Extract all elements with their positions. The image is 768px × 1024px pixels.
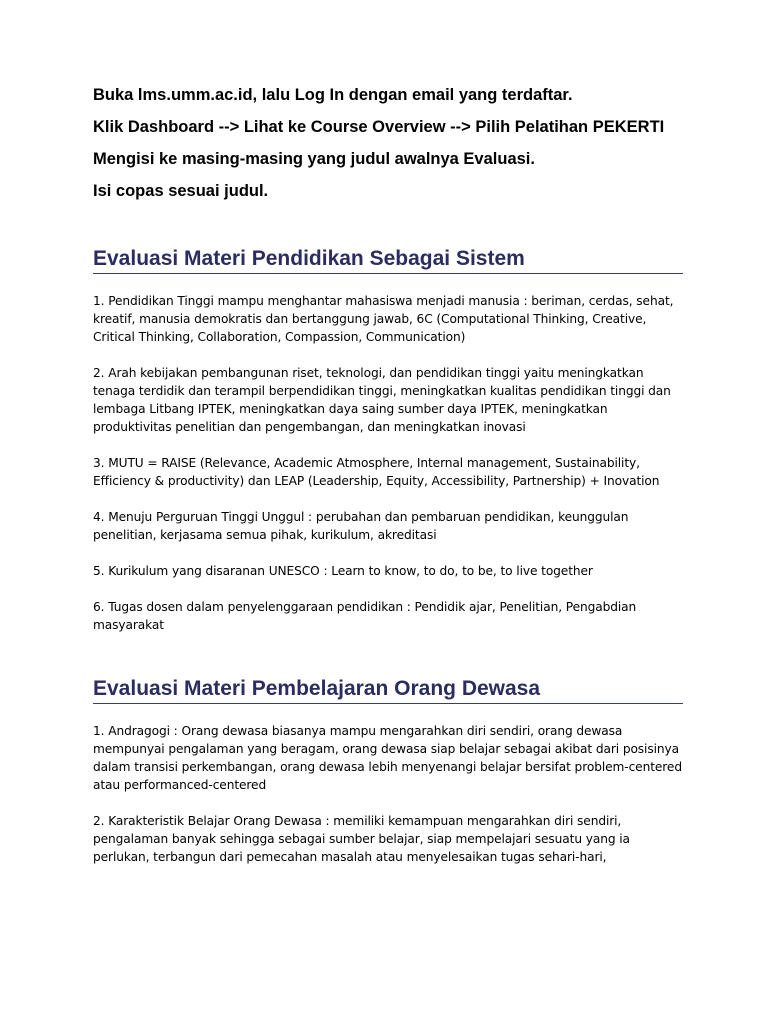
list-item: 3. MUTU = RAISE (Relevance, Academic Atmosphere, Internal management, Sustainability, Efficiency & productivity) dan LEAP (Leadership, Equity, Accessibility, Partnership) + Inovation [93,456,660,488]
list-item: 2. Karakteristik Belajar Orang Dewasa : memiliki kemampuan mengarahkan diri sendiri, pengalaman banyak sehingga sebagai sumber belajar, siap mempelajari sesuatu yang ia perlukan, terbangun dari pemecahan masalah atau menyelesaikan tugas sehari-hari, [93,814,630,864]
list-item: 1. Andragogi : Orang dewasa biasanya mampu mengarahkan diri sendiri, orang dewasa mempunyai pengalaman yang beragam, orang dewasa siap belajar sebagai akibat dari posisinya dalam transisi perkembangan, orang dewasa lebih menyenangi belajar bersifat problem-centered atau performanced-centered [93,724,682,792]
instruction-line: Klik Dashboard --> Lihat ke Course Overview --> Pilih Pelatihan PEKERTI [93,118,665,136]
section-pendidikan-sebagai-sistem [93,246,683,634]
section-heading: Evaluasi Materi Pembelajaran Orang Dewasa [93,676,683,704]
list-item: 2. Arah kebijakan pembangunan riset, teknologi, dan pendidikan tinggi yaitu meningkatkan tenaga terdidik dan terampil berpendidikan tinggi, meningkatkan kualitas pendidikan tinggi dan lembaga Litbang IPTEK, meningkatkan daya saing sumber daya IPTEK, meningkatkan produktivitas penelitian dan pengembangan, dan meningkatkan inovasi [93,366,671,434]
instruction-line: Mengisi ke masing-masing yang judul awalnya Evaluasi. [93,150,535,168]
list-item: 4. Menuju Perguruan Tinggi Unggul : perubahan dan pembaruan pendidikan, keunggulan penelitian, kerjasama semua pihak, kurikulum, akreditasi [93,510,629,542]
instructions-block [93,86,683,201]
document-page [93,86,683,866]
instruction-line: Buka lms.umm.ac.id, lalu Log In dengan email yang terdaftar. [93,86,573,104]
list-item: 6. Tugas dosen dalam penyelenggaraan pendidikan : Pendidik ajar, Penelitian, Pengabdian masyarakat [93,600,637,632]
section-pembelajaran-orang-dewasa [93,676,683,866]
instruction-line: Isi copas sesuai judul. [93,182,269,200]
section-heading: Evaluasi Materi Pendidikan Sebagai Sistem [93,246,683,274]
list-item: 5. Kurikulum yang disaranan UNESCO : Learn to know, to do, to be, to live together [93,564,593,578]
list-item: 1. Pendidikan Tinggi mampu menghantar mahasiswa menjadi manusia : beriman, cerdas, sehat, kreatif, manusia demokratis dan bertanggung jawab, 6C (Computational Thinking, Creative, Critical Thinking, Collaboration, Compassion, Communication) [93,294,674,344]
